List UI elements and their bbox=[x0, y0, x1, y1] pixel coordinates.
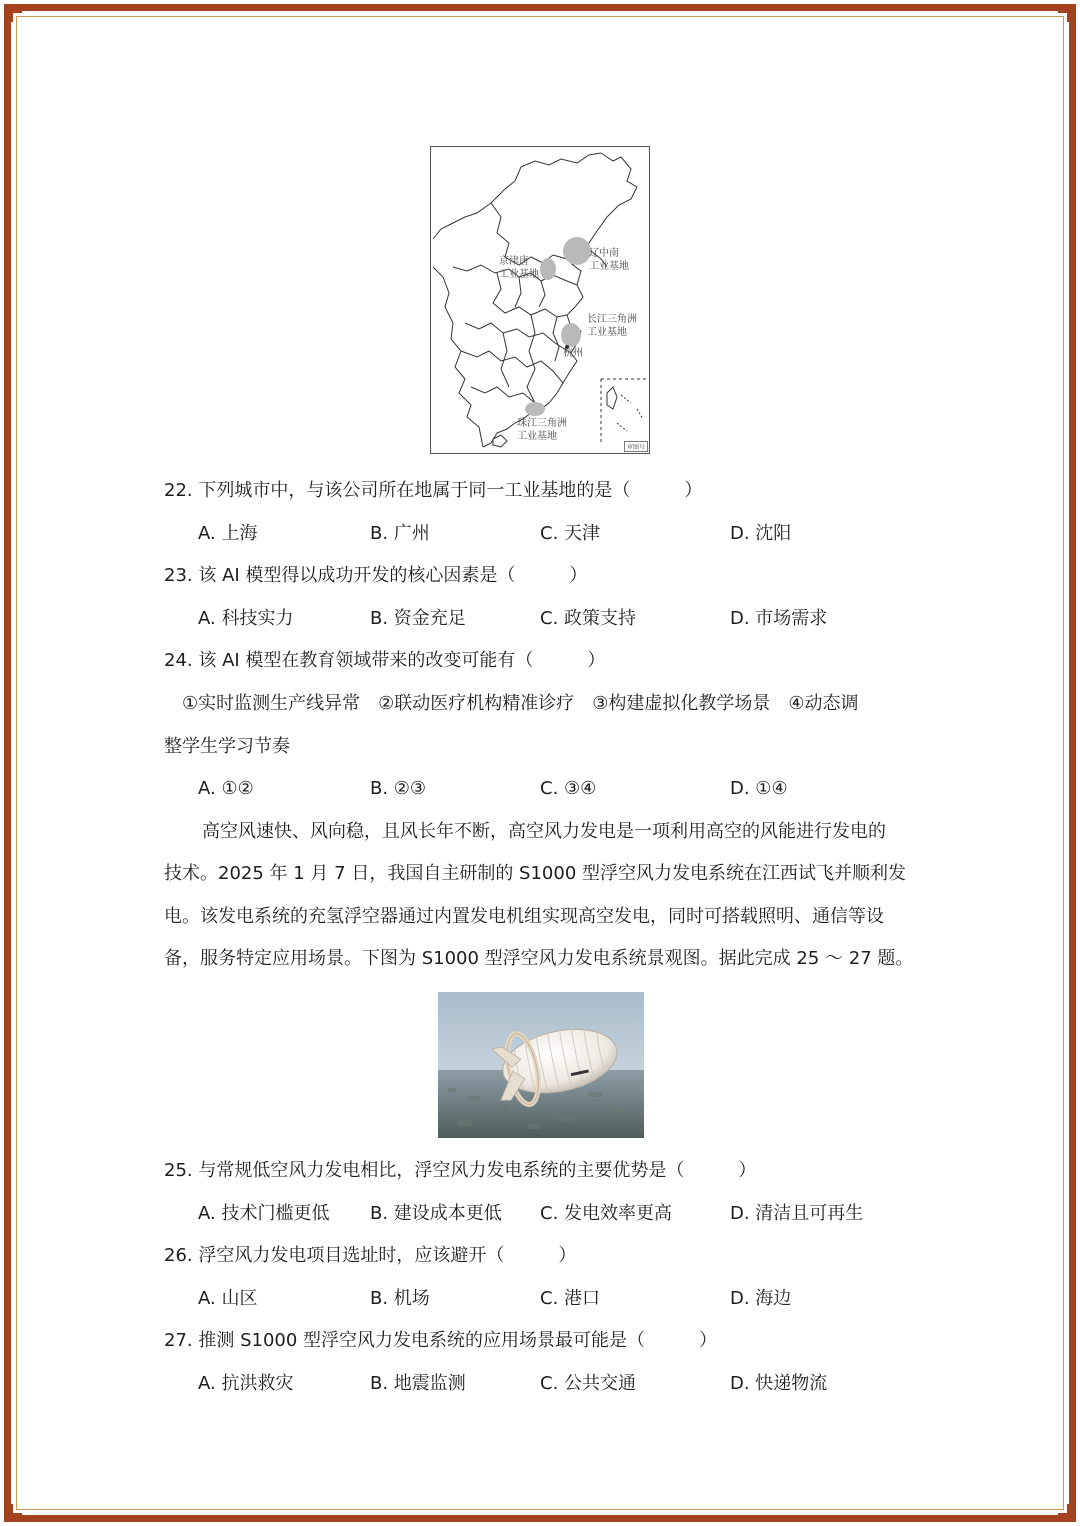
q22-option-b: B. 广州 bbox=[370, 523, 430, 544]
q25-option-b: B. 建设成本更低 bbox=[370, 1203, 502, 1224]
q24-option-a: A. ①② bbox=[198, 778, 254, 799]
q22-option-a: A. 上海 bbox=[198, 523, 258, 544]
q25-option-d: D. 清洁且可再生 bbox=[730, 1203, 864, 1224]
q24-option-c: C. ③④ bbox=[540, 778, 597, 799]
question-24-items-cont: 整学生学习节奏 bbox=[164, 736, 290, 757]
zhujiang-area bbox=[525, 402, 545, 416]
corner-ornament-icon bbox=[8, 8, 24, 24]
q27-option-c: C. 公共交通 bbox=[540, 1373, 637, 1394]
map-outline bbox=[431, 147, 650, 454]
q23-option-d: D. 市场需求 bbox=[730, 608, 828, 629]
q26-option-d: D. 海边 bbox=[730, 1288, 792, 1309]
airship-photo bbox=[438, 992, 644, 1138]
question-24-stem: 24. 该 AI 模型在教育领域带来的改变可能有（ ） bbox=[164, 650, 606, 671]
map-label-jingjintang: 京津唐 工业基地 bbox=[499, 256, 539, 280]
map-label-changjiang: 长江三角洲 工业基地 bbox=[587, 314, 637, 338]
q24-option-b: B. ②③ bbox=[370, 778, 427, 799]
china-industrial-base-map bbox=[430, 146, 650, 454]
q27-option-a: A. 抗洪救灾 bbox=[198, 1373, 294, 1394]
q24-option-d: D. ①④ bbox=[730, 778, 788, 799]
passage-line: 备，服务特定应用场景。下图为 S1000 型浮空风力发电系统景观图。据此完成 25 ～ 27 题。 bbox=[164, 948, 914, 969]
q23-option-c: C. 政策支持 bbox=[540, 608, 637, 629]
changjiang-area bbox=[561, 323, 581, 347]
map-approval-tag: 审图号 bbox=[624, 441, 648, 452]
question-25-stem: 25. 与常规低空风力发电相比，浮空风力发电系统的主要优势是（ ） bbox=[164, 1160, 757, 1181]
corner-ornament-icon bbox=[1056, 8, 1072, 24]
corner-ornament-icon bbox=[8, 1502, 24, 1518]
passage-line: 技术。2025 年 1 月 7 日，我国自主研制的 S1000 型浮空风力发电系统在江西试飞并顺利发 bbox=[164, 863, 906, 884]
q27-option-b: B. 地震监测 bbox=[370, 1373, 466, 1394]
q23-option-b: B. 资金充足 bbox=[370, 608, 466, 629]
question-24-items: ①实时监测生产线异常 ②联动医疗机构精准诊疗 ③构建虚拟化教学场景 ④动态调 bbox=[182, 693, 859, 714]
q26-option-c: C. 港口 bbox=[540, 1288, 601, 1309]
passage-line: 电。该发电系统的充氢浮空器通过内置发电机组实现高空发电，同时可搭载照明、通信等设 bbox=[164, 906, 884, 927]
q26-option-a: A. 山区 bbox=[198, 1288, 258, 1309]
liaozhongnan-area bbox=[563, 237, 591, 265]
question-22-stem: 22. 下列城市中，与该公司所在地属于同一工业基地的是（ ） bbox=[164, 480, 703, 501]
q22-option-d: D. 沈阳 bbox=[730, 523, 792, 544]
jingjintang-area bbox=[540, 258, 556, 280]
q23-option-a: A. 科技实力 bbox=[198, 608, 294, 629]
q25-option-c: C. 发电效率更高 bbox=[540, 1203, 673, 1224]
q22-option-c: C. 天津 bbox=[540, 523, 601, 544]
map-label-hangzhou: 杭州 bbox=[563, 348, 583, 359]
airship-illustration bbox=[438, 992, 644, 1138]
question-26-stem: 26. 浮空风力发电项目选址时，应该避开（ ） bbox=[164, 1245, 577, 1266]
question-23-stem: 23. 该 AI 模型得以成功开发的核心因素是（ ） bbox=[164, 565, 588, 586]
q27-option-d: D. 快递物流 bbox=[730, 1373, 828, 1394]
q26-option-b: B. 机场 bbox=[370, 1288, 430, 1309]
q25-option-a: A. 技术门槛更低 bbox=[198, 1203, 330, 1224]
corner-ornament-icon bbox=[1056, 1502, 1072, 1518]
map-label-liaozhongnan: 辽中南 工业基地 bbox=[589, 248, 629, 272]
map-label-zhujiang: 珠江三角洲 工业基地 bbox=[517, 418, 567, 442]
passage-line: 高空风速快、风向稳，且风长年不断，高空风力发电是一项利用高空的风能进行发电的 bbox=[202, 821, 886, 842]
question-27-stem: 27. 推测 S1000 型浮空风力发电系统的应用场景最可能是（ ） bbox=[164, 1330, 718, 1351]
